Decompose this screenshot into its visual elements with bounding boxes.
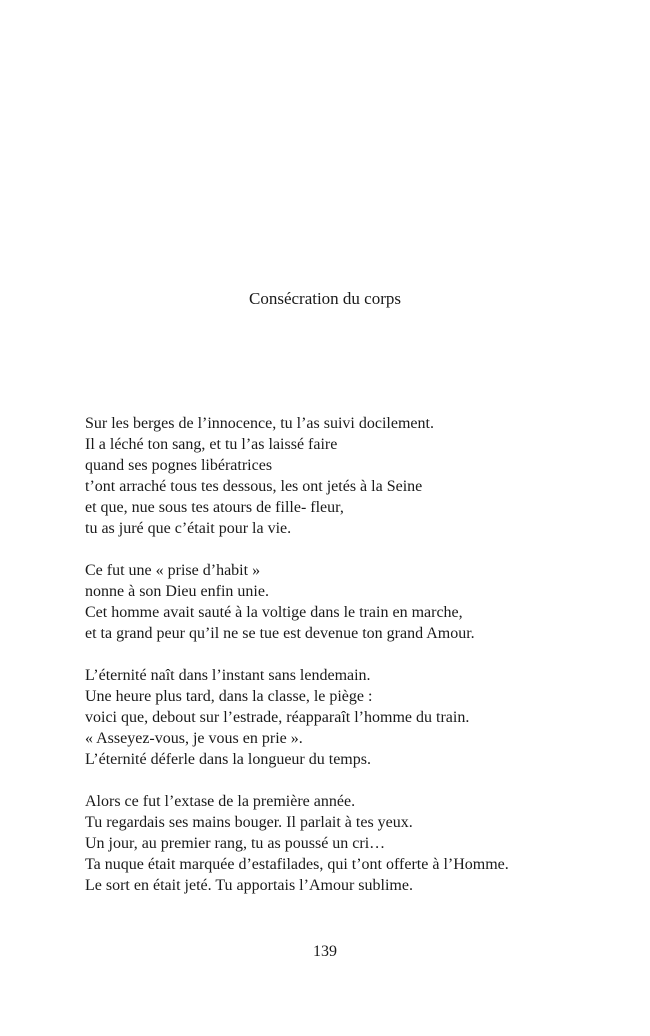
verse-line: Un jour, au premier rang, tu as poussé un cri…	[85, 835, 386, 852]
stanza	[85, 791, 605, 896]
verse-line: nonne à son Dieu enfin unie.	[85, 583, 269, 600]
poem-title: Consécration du corps	[248, 289, 402, 308]
verse-line: et que, nue sous tes atours de fille- fleur,	[85, 499, 344, 516]
verse-line: Une heure plus tard, dans la classe, le piège :	[85, 688, 373, 705]
verse-line: Tu regardais ses mains bouger. Il parlait à tes yeux.	[85, 814, 413, 831]
verse-line: Alors ce fut l’extase de la première année.	[85, 793, 356, 810]
verse-line: Ta nuque était marquée d’estafilades, qui t’ont offerte à l’Homme.	[85, 856, 509, 873]
verse-line: L’éternité déferle dans la longueur du temps.	[85, 751, 371, 768]
stanza	[85, 665, 605, 770]
verse-line: Cet homme avait sauté à la voltige dans le train en marche,	[85, 604, 463, 621]
verse-line: Le sort en était jeté. Tu apportais l’Amour sublime.	[85, 877, 413, 894]
verse-line: quand ses pognes libératrices	[85, 457, 273, 474]
stanza	[85, 413, 605, 539]
verse-line: tu as juré que c’était pour la vie.	[85, 520, 292, 537]
page-number: 139	[313, 943, 337, 960]
verse-line: « Asseyez-vous, je vous en prie ».	[85, 730, 303, 747]
verse-line: Ce fut une « prise d’habit »	[85, 562, 261, 579]
verse-line: voici que, debout sur l’estrade, réapparaît l’homme du train.	[85, 709, 470, 726]
poem-body	[85, 413, 605, 917]
stanza	[85, 560, 605, 644]
verse-line: et ta grand peur qu’il ne se tue est devenue ton grand Amour.	[85, 625, 475, 642]
verse-line: Il a léché ton sang, et tu l’as laissé faire	[85, 436, 338, 453]
verse-line: L’éternité naît dans l’instant sans lendemain.	[85, 667, 371, 684]
verse-line: Sur les berges de l’innocence, tu l’as suivi docilement.	[85, 415, 434, 432]
verse-line: t’ont arraché tous tes dessous, les ont jetés à la Seine	[85, 478, 423, 495]
